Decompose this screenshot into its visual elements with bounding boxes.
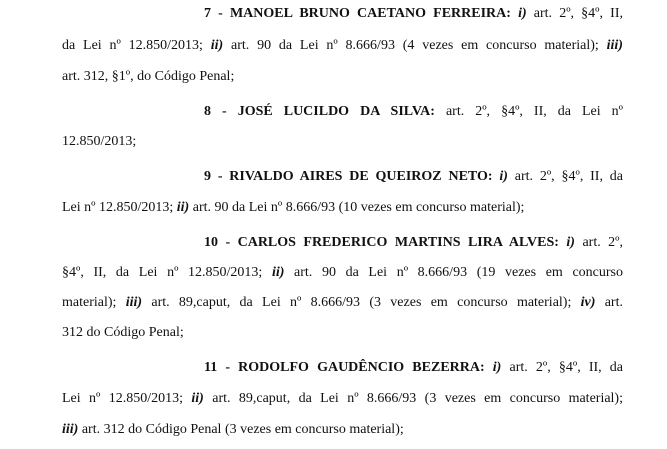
item-8-line-2: 12.850/2013; [62, 134, 137, 149]
item-9-line-2: Lei nº 12.850/2013; ii) art. 90 da Lei nº 8.666/93 (10 vezes em concurso material); [62, 200, 525, 215]
item-7-number: 7 [204, 6, 211, 21]
item-11-name: RODOLFO GAUDÊNCIO BEZERRA: [238, 360, 485, 375]
item-10-name: CARLOS FREDERICO MARTINS LIRA ALVES: [237, 235, 559, 250]
item-9-line-1: 9 - RIVALDO AIRES DE QUEIROZ NETO: i) art. 2º, §4º, II, da [204, 169, 623, 184]
item-9-number: 9 [204, 169, 211, 184]
item-10-number: 10 [204, 235, 218, 250]
item-10-line-1: 10 - CARLOS FREDERICO MARTINS LIRA ALVES: i) art. 2º, [204, 235, 624, 250]
item-7-line-1: 7 - MANOEL BRUNO CAETANO FERREIRA: i) art. 2º, §4º, II, [204, 6, 623, 21]
item-10-line-2: §4º, II, da Lei nº 12.850/2013; ii) art. 90 da Lei nº 8.666/93 (19 vezes em concurso [62, 265, 623, 280]
item-8-name: JOSÉ LUCILDO DA SILVA: [237, 104, 435, 119]
item-9-name: RIVALDO AIRES DE QUEIROZ NETO: [229, 169, 493, 184]
item-11-line-2: Lei nº 12.850/2013; ii) art. 89,caput, da Lei nº 8.666/93 (3 vezes em concurso material); [62, 391, 623, 406]
item-8-number: 8 [204, 104, 211, 119]
item-7-line-3: art. 312, §1º, do Código Penal; [62, 69, 235, 84]
item-11-number: 11 [204, 360, 218, 375]
item-7-line-2: da Lei nº 12.850/2013; ii) art. 90 da Lei nº 8.666/93 (4 vezes em concurso material); iii) [62, 38, 623, 53]
item-7-name: MANOEL BRUNO CAETANO FERREIRA: [229, 6, 511, 21]
item-11-line-3: iii) art. 312 do Código Penal (3 vezes em concurso material); [62, 422, 404, 437]
item-11-line-1: 11 - RODOLFO GAUDÊNCIO BEZERRA: i) art. 2º, §4º, II, da [204, 360, 623, 375]
item-8-line-1: 8 - JOSÉ LUCILDO DA SILVA: art. 2º, §4º, II, da Lei nº [204, 104, 624, 119]
item-10-line-4: 312 do Código Penal; [62, 325, 184, 340]
item-10-line-3: material); iii) art. 89,caput, da Lei nº 8.666/93 (3 vezes em concurso material); iv) art. [62, 295, 623, 310]
